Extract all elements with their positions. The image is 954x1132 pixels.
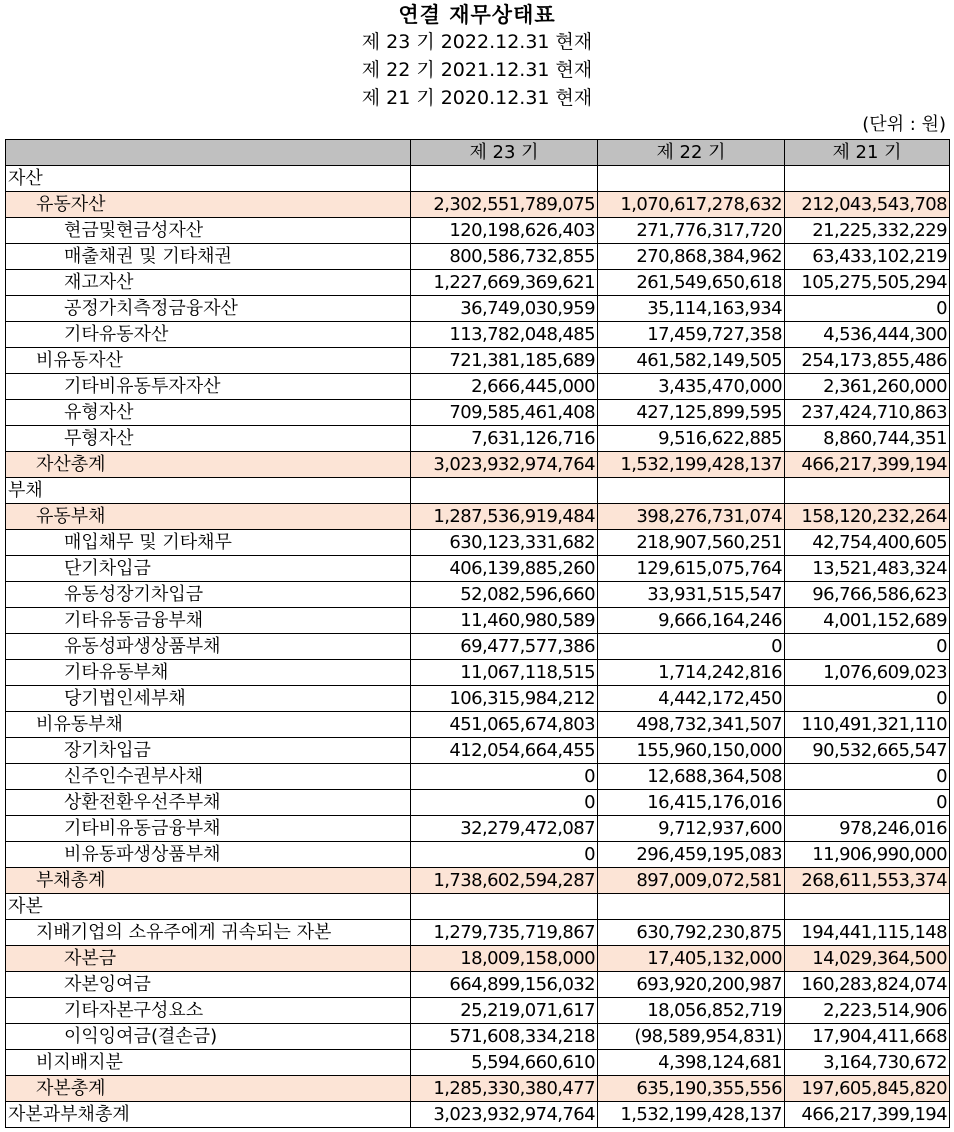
row-label: 기타비유동금융부채 [6,816,411,842]
row-label: 자산 [6,166,411,192]
value-period-23: 3,023,932,974,764 [411,452,598,478]
row-label: 유동부채 [6,504,411,530]
row-label: 부채총계 [6,868,411,894]
table-row [6,816,950,842]
value-period-23 [411,894,598,920]
value-period-22: 155,960,150,000 [598,738,785,764]
value-period-22: 9,712,937,600 [598,816,785,842]
value-period-21: 197,605,845,820 [785,1076,950,1102]
balance-sheet-table [5,139,950,1128]
value-period-22: 12,688,364,508 [598,764,785,790]
row-label: 비유동파생상품부채 [6,842,411,868]
value-period-22: 296,459,195,083 [598,842,785,868]
value-period-22: 4,398,124,681 [598,1050,785,1076]
value-period-22: 0 [598,634,785,660]
value-period-23: 709,585,461,408 [411,400,598,426]
value-period-22: 261,549,650,618 [598,270,785,296]
value-period-22: 693,920,200,987 [598,972,785,998]
value-period-22 [598,894,785,920]
value-period-21 [785,478,950,504]
row-label: 자본잉여금 [6,972,411,998]
value-period-21: 194,441,115,148 [785,920,950,946]
value-period-21: 11,906,990,000 [785,842,950,868]
table-row [6,634,950,660]
value-period-21: 105,275,505,294 [785,270,950,296]
value-period-23: 25,219,071,617 [411,998,598,1024]
value-period-23: 5,594,660,610 [411,1050,598,1076]
value-period-23: 36,749,030,959 [411,296,598,322]
table-row [6,400,950,426]
table-row [6,192,950,218]
value-period-23: 406,139,885,260 [411,556,598,582]
value-period-22: 9,666,164,246 [598,608,785,634]
value-period-22: 1,714,242,816 [598,660,785,686]
header-period-21: 제 21 기 [785,140,950,166]
value-period-23: 11,067,118,515 [411,660,598,686]
row-label: 유동자산 [6,192,411,218]
value-period-22: 129,615,075,764 [598,556,785,582]
value-period-23: 721,381,185,689 [411,348,598,374]
value-period-22: 398,276,731,074 [598,504,785,530]
table-row [6,478,950,504]
table-row [6,972,950,998]
value-period-21: 237,424,710,863 [785,400,950,426]
value-period-22 [598,478,785,504]
value-period-23 [411,166,598,192]
value-period-21: 110,491,321,110 [785,712,950,738]
row-label: 기타유동부채 [6,660,411,686]
table-row [6,374,950,400]
value-period-22: 3,435,470,000 [598,374,785,400]
table-row [6,166,950,192]
value-period-22: 498,732,341,507 [598,712,785,738]
value-period-23: 1,227,669,369,621 [411,270,598,296]
value-period-21: 268,611,553,374 [785,868,950,894]
row-label: 유형자산 [6,400,411,426]
value-period-21 [785,166,950,192]
table-row [6,348,950,374]
table-row [6,868,950,894]
value-period-21: 466,217,399,194 [785,452,950,478]
value-period-22: 635,190,355,556 [598,1076,785,1102]
value-period-21: 42,754,400,605 [785,530,950,556]
value-period-21: 0 [785,686,950,712]
value-period-22: 270,868,384,962 [598,244,785,270]
value-period-22: 1,070,617,278,632 [598,192,785,218]
value-period-21: 2,223,514,906 [785,998,950,1024]
value-period-21: 14,029,364,500 [785,946,950,972]
value-period-23: 800,586,732,855 [411,244,598,270]
period-line-23: 제 23 기 2022.12.31 현재 [361,31,593,53]
table-row [6,426,950,452]
value-period-23: 451,065,674,803 [411,712,598,738]
value-period-21: 21,225,332,229 [785,218,950,244]
period-line-21: 제 21 기 2020.12.31 현재 [361,87,593,109]
table-row [6,218,950,244]
value-period-23: 2,666,445,000 [411,374,598,400]
table-row [6,790,950,816]
row-label: 당기법인세부채 [6,686,411,712]
row-label: 상환전환우선주부채 [6,790,411,816]
value-period-23: 0 [411,764,598,790]
row-label: 기타비유동투자자산 [6,374,411,400]
row-label: 자산총계 [6,452,411,478]
table-row [6,894,950,920]
value-period-21: 3,164,730,672 [785,1050,950,1076]
value-period-22 [598,166,785,192]
row-label: 장기차입금 [6,738,411,764]
value-period-22: 461,582,149,505 [598,348,785,374]
value-period-21: 0 [785,296,950,322]
row-label: 기타유동금융부채 [6,608,411,634]
row-label: 자본 [6,894,411,920]
value-period-23: 1,279,735,719,867 [411,920,598,946]
value-period-23: 113,782,048,485 [411,322,598,348]
table-row [6,452,950,478]
value-period-23: 3,023,932,974,764 [411,1102,598,1128]
value-period-22: 4,442,172,450 [598,686,785,712]
value-period-22: 18,056,852,719 [598,998,785,1024]
value-period-21: 0 [785,634,950,660]
table-row [6,244,950,270]
table-row [6,946,950,972]
document-title: 연결 재무상태표 [398,3,556,27]
table-row [6,504,950,530]
value-period-23: 571,608,334,218 [411,1024,598,1050]
header-period-23: 제 23 기 [411,140,598,166]
value-period-21: 254,173,855,486 [785,348,950,374]
value-period-23: 2,302,551,789,075 [411,192,598,218]
value-period-23 [411,478,598,504]
row-label: 부채 [6,478,411,504]
row-label: 매출채권 및 기타채권 [6,244,411,270]
value-period-23: 106,315,984,212 [411,686,598,712]
value-period-21: 1,076,609,023 [785,660,950,686]
row-label: 이익잉여금(결손금) [6,1024,411,1050]
row-label: 현금및현금성자산 [6,218,411,244]
value-period-22: 9,516,622,885 [598,426,785,452]
value-period-21: 160,283,824,074 [785,972,950,998]
table-row [6,556,950,582]
row-label: 공정가치측정금융자산 [6,296,411,322]
header-period-22: 제 22 기 [598,140,785,166]
value-period-23: 18,009,158,000 [411,946,598,972]
table-body [6,166,950,1128]
row-label: 단기차입금 [6,556,411,582]
title-block [0,0,954,112]
row-label: 신주인수권부사채 [6,764,411,790]
value-period-23: 630,123,331,682 [411,530,598,556]
table-row [6,322,950,348]
value-period-23: 0 [411,790,598,816]
row-label: 지배기업의 소유주에게 귀속되는 자본 [6,920,411,946]
table-row [6,764,950,790]
header-row [6,140,950,166]
value-period-22: 897,009,072,581 [598,868,785,894]
row-label: 유동성파생상품부채 [6,634,411,660]
table-row [6,582,950,608]
row-label: 비유동부채 [6,712,411,738]
row-label: 비지배지분 [6,1050,411,1076]
value-period-23: 120,198,626,403 [411,218,598,244]
table-row [6,660,950,686]
table-row [6,270,950,296]
table-row [6,1024,950,1050]
value-period-23: 69,477,577,386 [411,634,598,660]
value-period-22: 16,415,176,016 [598,790,785,816]
row-label: 기타유동자산 [6,322,411,348]
table-row [6,998,950,1024]
value-period-21: 2,361,260,000 [785,374,950,400]
value-period-23: 1,285,330,380,477 [411,1076,598,1102]
unit-label: (단위 : 원) [862,114,946,135]
table-row [6,530,950,556]
table-row [6,842,950,868]
value-period-23: 0 [411,842,598,868]
value-period-21: 466,217,399,194 [785,1102,950,1128]
table-row [6,738,950,764]
value-period-22: 35,114,163,934 [598,296,785,322]
row-label: 기타자본구성요소 [6,998,411,1024]
table-row [6,712,950,738]
value-period-23: 32,279,472,087 [411,816,598,842]
table-row [6,1076,950,1102]
value-period-23: 52,082,596,660 [411,582,598,608]
value-period-21: 17,904,411,668 [785,1024,950,1050]
value-period-21 [785,894,950,920]
value-period-21: 96,766,586,623 [785,582,950,608]
value-period-23: 664,899,156,032 [411,972,598,998]
value-period-23: 7,631,126,716 [411,426,598,452]
value-period-21: 90,532,665,547 [785,738,950,764]
table-row [6,296,950,322]
value-period-23: 412,054,664,455 [411,738,598,764]
value-period-21: 0 [785,790,950,816]
table-row [6,608,950,634]
value-period-22: 33,931,515,547 [598,582,785,608]
table-row [6,1050,950,1076]
value-period-22: (98,589,954,831) [598,1024,785,1050]
value-period-22: 17,405,132,000 [598,946,785,972]
value-period-22: 630,792,230,875 [598,920,785,946]
value-period-21: 4,536,444,300 [785,322,950,348]
table-row [6,1102,950,1128]
value-period-22: 271,776,317,720 [598,218,785,244]
table-row [6,686,950,712]
value-period-21: 978,246,016 [785,816,950,842]
row-label: 자본금 [6,946,411,972]
value-period-23: 11,460,980,589 [411,608,598,634]
value-period-22: 1,532,199,428,137 [598,452,785,478]
header-label [6,140,411,166]
value-period-22: 427,125,899,595 [598,400,785,426]
row-label: 비유동자산 [6,348,411,374]
value-period-22: 218,907,560,251 [598,530,785,556]
value-period-21: 63,433,102,219 [785,244,950,270]
row-label: 자본총계 [6,1076,411,1102]
table-row [6,920,950,946]
row-label: 무형자산 [6,426,411,452]
row-label: 재고자산 [6,270,411,296]
period-line-22: 제 22 기 2021.12.31 현재 [361,59,593,81]
value-period-22: 17,459,727,358 [598,322,785,348]
value-period-21: 0 [785,764,950,790]
value-period-21: 212,043,543,708 [785,192,950,218]
row-label: 유동성장기차입금 [6,582,411,608]
value-period-21: 4,001,152,689 [785,608,950,634]
value-period-23: 1,738,602,594,287 [411,868,598,894]
value-period-22: 1,532,199,428,137 [598,1102,785,1128]
value-period-21: 8,860,744,351 [785,426,950,452]
value-period-21: 158,120,232,264 [785,504,950,530]
row-label: 자본과부채총계 [6,1102,411,1128]
value-period-21: 13,521,483,324 [785,556,950,582]
row-label: 매입채무 및 기타채무 [6,530,411,556]
value-period-23: 1,287,536,919,484 [411,504,598,530]
